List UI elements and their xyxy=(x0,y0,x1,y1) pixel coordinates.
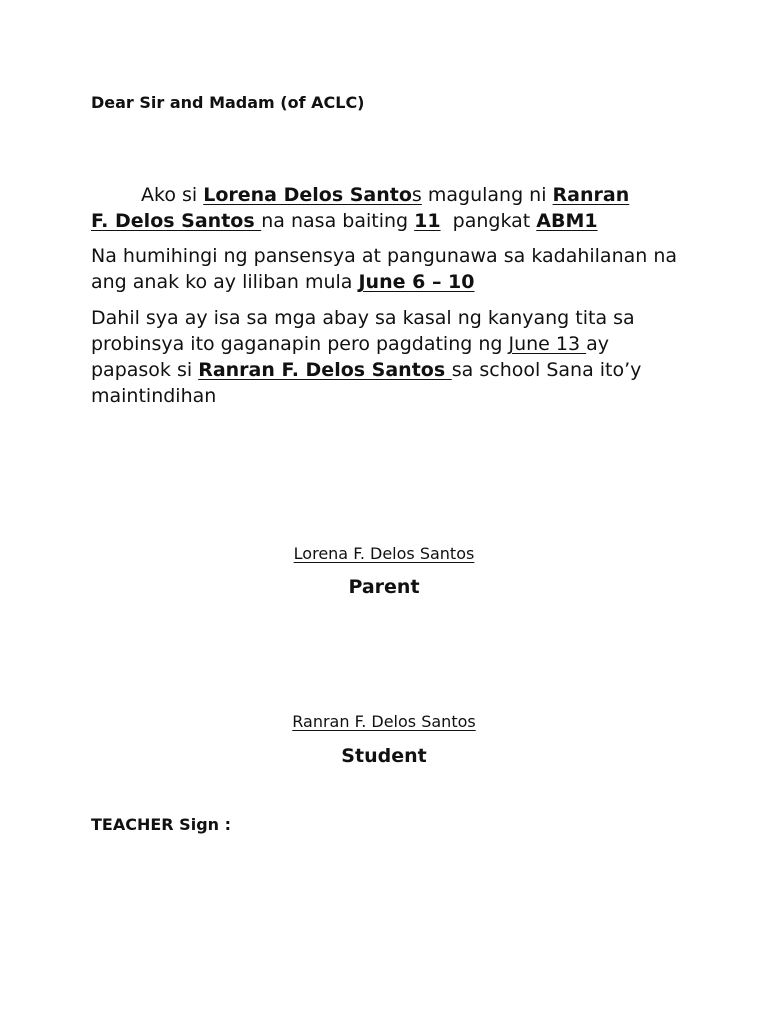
student-name-last: F. Delos Santos xyxy=(91,210,262,232)
parent-name-suffix: s xyxy=(411,184,422,206)
section-name: ABM1 xyxy=(536,210,598,232)
student-name: Ranran F. Delos Santos xyxy=(198,359,452,381)
student-signature-name: Ranran F. Delos Santos xyxy=(292,712,476,731)
paragraph-intro xyxy=(91,182,691,234)
intro-text-1: Ako si xyxy=(141,184,204,206)
reason-text-1: Dahil sya ay isa sa mga abay sa kasal ng kanyang tita sa probinsya ito gaganapin pero pagdating ng xyxy=(91,307,635,355)
request-text: Na humihingi ng pansensya at pangunawa sa kadahilanan na ang anak ko ay liliban mula xyxy=(91,245,678,293)
parent-name-bold: Lorena Delos Santo xyxy=(203,184,412,206)
student-role-label: Student xyxy=(341,745,427,767)
return-date: June 13 xyxy=(508,333,587,355)
parent-signature-name: Lorena F. Delos Santos xyxy=(293,544,475,563)
reason-text-2: ay papasok si xyxy=(91,333,610,381)
intro-text-3: na nasa baiting xyxy=(261,210,415,232)
grade-level: 11 xyxy=(414,210,441,232)
intro-text-4: pangkat xyxy=(440,210,537,232)
paragraph-reason xyxy=(91,305,691,409)
intro-text-2: magulang ni xyxy=(421,184,553,206)
paragraph-request xyxy=(91,243,691,295)
teacher-sign-label: TEACHER Sign : xyxy=(91,815,231,834)
parent-role-label: Parent xyxy=(348,576,420,598)
absence-dates: June 6 – 10 xyxy=(358,271,475,293)
student-name-first: Ranran xyxy=(552,184,630,206)
salutation: Dear Sir and Madam (of ACLC) xyxy=(91,93,365,112)
reason-text-3: sa school Sana ito’y maintindihan xyxy=(91,359,642,407)
